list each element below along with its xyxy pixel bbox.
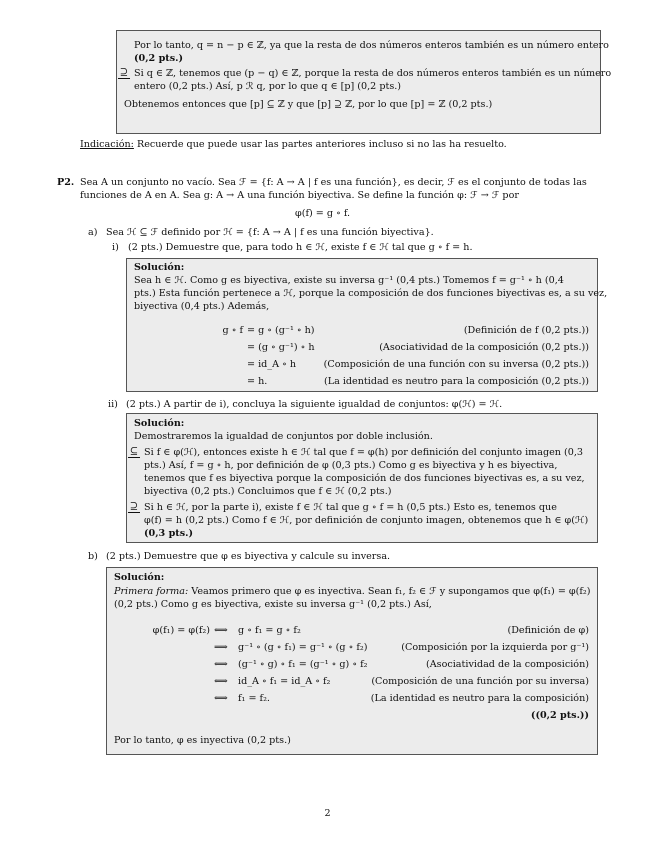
page-number: 2 — [324, 808, 331, 819]
sol1-title: Solución: — [134, 262, 185, 273]
sol2-intro: Demostraremos la igualdad de conjuntos por doble inclusión. — [134, 431, 433, 442]
sol1-eq2-why: (Composición de una función con su inversa (0,2 pts.)) — [323, 359, 589, 370]
superset-symbol-2: ⊇ — [129, 501, 139, 512]
sol3-line1 — [114, 586, 591, 599]
sol3-eq4-why: (La identidad es neutro para la composición) — [370, 693, 589, 704]
sol1-eq0-lhs: g ∘ f — [222, 325, 243, 336]
p2-line1: Sea A un conjunto no vacío. Sea ℱ = {f: A → A | f es una función}, es decir, ℱ es el conjunto de todas las — [80, 177, 587, 188]
indicacion-text: Recuerde que puede usar las partes anteriores incluso si no las ha resuelto. — [136, 139, 507, 150]
subset-symbol: ⊆ — [129, 446, 139, 457]
part-b-text: (2 pts.) Demuestre que φ es biyectiva y calcule su inversa. — [106, 551, 391, 562]
sol1-line2: pts.) Esta función pertenece a ℋ, porque la composición de dos funciones biyectivas es, a su vez, — [134, 288, 608, 299]
box0-line3: entero (0,2 pts.) Así, p ℛ q, por lo que q ∈ [p] (0,2 pts.) — [134, 81, 402, 92]
sol3-title: Solución: — [114, 572, 165, 583]
part-ii-label: ii) — [108, 399, 118, 410]
sol3-eq3-why: (Composición de una función por su inversa) — [371, 676, 589, 687]
superset-symbol: ⊇ — [119, 67, 129, 78]
part-a-text: Sea ℋ ⊆ ℱ definido por ℋ = {f: A → A | f es una función biyectiva}. — [106, 227, 434, 238]
sol2-a1: Si f ∈ φ(ℋ), entonces existe h ∈ ℋ tal que f = φ(h) por definición del conjunto imagen (0,3 — [144, 447, 584, 458]
sol3-eq1-op: ⟹ — [214, 642, 228, 653]
part-a-label: a) — [88, 227, 98, 238]
part-b-label: b) — [88, 551, 98, 562]
sol1-eq0-why: (Definición de f (0,2 pts.)) — [463, 325, 589, 336]
sol3-first-method: Primera forma: — [114, 586, 189, 597]
sol1-eq3-why: (La identidad es neutro para la composición (0,2 pts.)) — [323, 376, 589, 387]
sol1-eq0-rhs: = g ∘ (g⁻¹ ∘ h) — [247, 325, 315, 336]
sol1-eq3-rhs: = h. — [247, 376, 268, 387]
sol3-line2: (0,2 pts.) Como g es biyectiva, existe su inversa g⁻¹ (0,2 pts.) Así, — [114, 599, 432, 610]
sol2-title: Solución: — [134, 418, 185, 429]
box0-line2: Si q ∈ ℤ, tenemos que (p − q) ∈ ℤ, porque la resta de dos números enteros también es un número — [134, 68, 612, 79]
sol1-line3: biyectiva (0,4 pts.) Además, — [134, 301, 270, 312]
sol2-a3: tenemos que f es biyectiva porque la composición de dos funciones biyectivas es, a su vez, — [144, 473, 585, 484]
box0-line4: Obtenemos entonces que [p] ⊆ ℤ y que [p] ⊇ ℤ, por lo que [p] = ℤ (0,2 pts.) — [124, 99, 493, 110]
sol3-eq0-op: ⟺ — [214, 625, 228, 636]
sol3-line1-text: Veamos primero que φ es inyectiva. Sean f₁, f₂ ∈ ℱ y supongamos que φ(f₁) = φ(f₂) — [191, 586, 591, 597]
sol2-b2: φ(f) = h (0,2 pts.) Como f ∈ ℋ, por definición de conjunto imagen, obtenemos que h ∈ φ(ℋ) — [144, 515, 589, 526]
sol3-points: ((0,2 pts.)) — [530, 710, 589, 721]
sol1-eq1-why: (Asociatividad de la composición (0,2 pts.)) — [379, 342, 589, 353]
sol3-eq1-why: (Composición por la izquierda por g⁻¹) — [401, 642, 589, 653]
sol3-conclusion: Por lo tanto, φ es inyectiva (0,2 pts.) — [114, 735, 291, 746]
indicacion-label: Indicación: — [80, 139, 134, 150]
part-i-label: i) — [112, 242, 119, 253]
sol3-eq2-op: ⟺ — [214, 659, 228, 670]
sol2-b1: Si h ∈ ℋ, por la parte i), existe f ∈ ℋ tal que g ∘ f = h (0,5 pts.) Esto es, tenemos que — [144, 502, 557, 513]
problem-label: P2. — [57, 177, 75, 188]
box0-line1: Por lo tanto, q = n − p ∈ ℤ, ya que la resta de dos números enteros también es un número entero — [134, 40, 609, 51]
sol2-a2: pts.) Así, f = g ∘ h, por definición de φ (0,3 pts.) Como g es biyectiva y h es biyectiva, — [144, 460, 558, 471]
sol3-eq1-rhs: g⁻¹ ∘ (g ∘ f₁) = g⁻¹ ∘ (g ∘ f₂) — [238, 642, 368, 653]
sol3-eq4-rhs: f₁ = f₂. — [238, 693, 270, 704]
sol3-eq0-lhs: φ(f₁) = φ(f₂) — [152, 625, 210, 636]
box0-line1b: (0,2 pts.) — [134, 53, 183, 64]
sol3-eq2-rhs: (g⁻¹ ∘ g) ∘ f₁ = (g⁻¹ ∘ g) ∘ f₂ — [238, 659, 368, 670]
sol1-eq1-rhs: = (g ∘ g⁻¹) ∘ h — [247, 342, 315, 353]
sol3-eq4-op: ⟺ — [214, 693, 228, 704]
part-ii-text: (2 pts.) A partir de i), concluya la siguiente igualdad de conjuntos: φ(ℋ) = ℋ. — [126, 399, 503, 410]
indicacion — [80, 139, 507, 152]
sol1-line1: Sea h ∈ ℋ. Como g es biyectiva, existe su inversa g⁻¹ (0,4 pts.) Tomemos f = g⁻¹ ∘ h (0,4 — [134, 275, 564, 286]
sol2-b3: (0,3 pts.) — [144, 528, 193, 539]
sol3-eq0-why: (Definición de φ) — [507, 625, 589, 636]
sol2-a4: biyectiva (0,2 pts.) Concluimos que f ∈ ℋ (0,2 pts.) — [144, 486, 392, 497]
sol3-eq3-rhs: id_A ∘ f₁ = id_A ∘ f₂ — [238, 676, 331, 687]
sol3-eq3-op: ⟺ — [214, 676, 228, 687]
p2-line2: funciones de A en A. Sea g: A → A una función biyectiva. Se define la función φ: ℱ → ℱ por — [80, 190, 519, 201]
part-i-text: (2 pts.) Demuestre que, para todo h ∈ ℋ, existe f ∈ ℋ tal que g ∘ f = h. — [128, 242, 473, 253]
sol1-eq2-rhs: = id_A ∘ h — [247, 359, 297, 370]
sol3-eq2-why: (Asociatividad de la composición) — [426, 659, 589, 670]
p2-formula: φ(f) = g ∘ f. — [295, 208, 351, 219]
sol3-eq0-rhs: g ∘ f₁ = g ∘ f₂ — [238, 625, 301, 636]
